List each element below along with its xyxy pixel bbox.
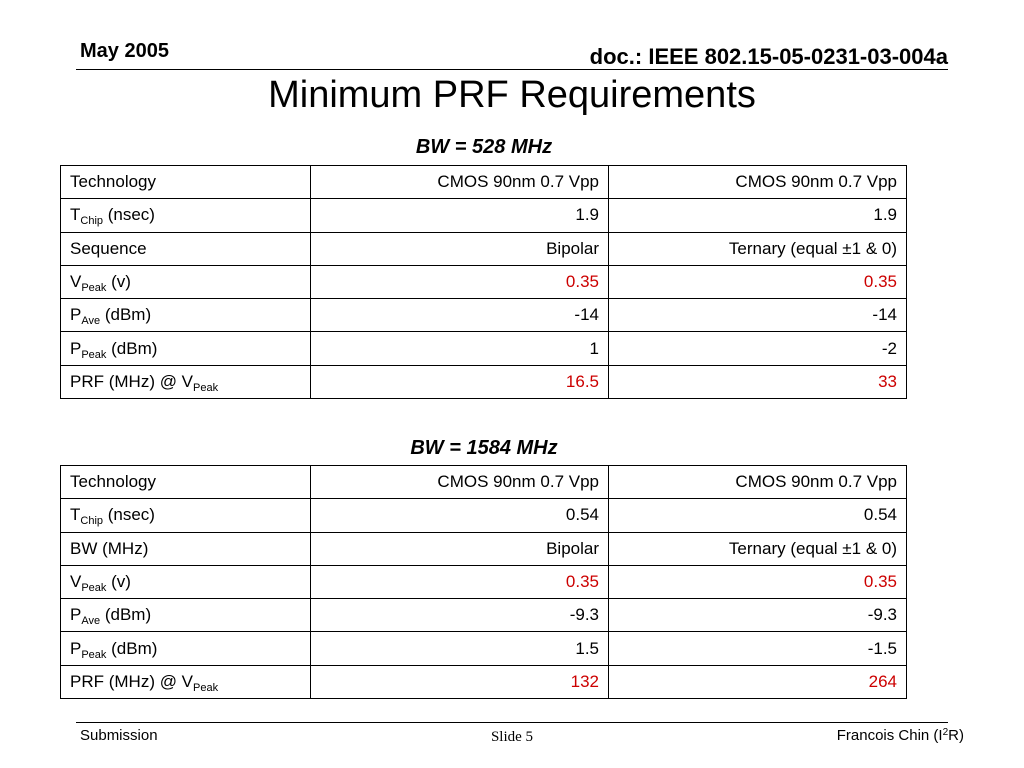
cell-ternary: CMOS 90nm 0.7 Vpp xyxy=(609,166,907,199)
table-row xyxy=(61,199,907,232)
cell-bipolar: 0.54 xyxy=(311,499,609,532)
footer-author-main: Francois Chin (I xyxy=(836,727,943,744)
table-row xyxy=(61,665,907,698)
row-label-subscript: Peak xyxy=(193,681,219,694)
row-label xyxy=(61,299,311,332)
table-row xyxy=(61,299,907,332)
table-row xyxy=(61,565,907,598)
row-label xyxy=(61,466,311,499)
table-bw-1584 xyxy=(60,465,907,699)
footer-author xyxy=(837,727,964,744)
row-label-subscript: Chip xyxy=(80,215,104,228)
table-row xyxy=(61,265,907,298)
row-label-suffix: (dBm) xyxy=(100,605,152,625)
cell-bipolar: -9.3 xyxy=(311,599,609,632)
table-caption-1584: BW = 1584 MHz xyxy=(410,437,558,459)
cell-bipolar: 1 xyxy=(311,332,609,365)
cell-ternary: 0.35 xyxy=(609,565,907,598)
cell-ternary: CMOS 90nm 0.7 Vpp xyxy=(609,466,907,499)
cell-bipolar: 1.5 xyxy=(311,632,609,665)
cell-bipolar: 0.35 xyxy=(311,565,609,598)
cell-ternary: Ternary (equal ±1 & 0) xyxy=(609,532,907,565)
cell-bipolar: Bipolar xyxy=(311,532,609,565)
row-label-subscript: Ave xyxy=(81,615,101,628)
cell-bipolar: Bipolar xyxy=(311,232,609,265)
row-label-suffix: (nsec) xyxy=(103,505,155,525)
row-label-main: Technology xyxy=(70,472,157,492)
row-label-subscript: Peak xyxy=(81,648,107,661)
row-label-main: P xyxy=(70,305,82,325)
row-label-main: P xyxy=(70,605,82,625)
cell-ternary: -1.5 xyxy=(609,632,907,665)
row-label xyxy=(61,332,311,365)
table-row xyxy=(61,365,907,398)
row-label xyxy=(61,665,311,698)
cell-ternary: -14 xyxy=(609,299,907,332)
table-caption-528: BW = 528 MHz xyxy=(415,136,553,158)
cell-ternary: 33 xyxy=(609,365,907,398)
row-label-main: PRF (MHz) @ V xyxy=(70,671,194,691)
row-label-suffix: (dBm) xyxy=(106,638,158,658)
cell-bipolar: 0.35 xyxy=(311,265,609,298)
footer-submission: Submission xyxy=(80,727,158,744)
row-label xyxy=(61,365,311,398)
row-label-main: PRF (MHz) @ V xyxy=(70,371,194,391)
row-label-subscript: Peak xyxy=(81,348,107,361)
row-label xyxy=(61,632,311,665)
table-row xyxy=(61,532,907,565)
row-label-main: P xyxy=(70,638,82,658)
cell-bipolar: 1.9 xyxy=(311,199,609,232)
table-row xyxy=(61,466,907,499)
footer-author-end: R) xyxy=(948,727,964,744)
cell-ternary: 264 xyxy=(609,665,907,698)
table-row xyxy=(61,599,907,632)
row-label-subscript: Peak xyxy=(81,582,107,595)
row-label-main: T xyxy=(70,205,81,225)
cell-ternary: -2 xyxy=(609,332,907,365)
header-divider xyxy=(76,69,948,70)
row-label-main: Technology xyxy=(70,172,157,192)
row-label-main: BW (MHz) xyxy=(70,538,149,558)
table-row xyxy=(61,166,907,199)
row-label-suffix: (nsec) xyxy=(103,205,155,225)
cell-ternary: 0.35 xyxy=(609,265,907,298)
row-label xyxy=(61,265,311,298)
header-doc-id: doc.: IEEE 802.15-05-0231-03-004a xyxy=(589,44,948,69)
header-date: May 2005 xyxy=(80,40,169,62)
row-label xyxy=(61,599,311,632)
cell-ternary: 1.9 xyxy=(609,199,907,232)
cell-bipolar: 16.5 xyxy=(311,365,609,398)
row-label xyxy=(61,532,311,565)
row-label xyxy=(61,199,311,232)
row-label-subscript: Peak xyxy=(193,381,219,394)
cell-bipolar: 132 xyxy=(311,665,609,698)
row-label xyxy=(61,166,311,199)
cell-bipolar: -14 xyxy=(311,299,609,332)
row-label-main: V xyxy=(70,572,82,592)
table-body xyxy=(61,166,907,399)
row-label-main: T xyxy=(70,505,81,525)
table-bw-528 xyxy=(60,165,907,399)
table-row xyxy=(61,232,907,265)
row-label-subscript: Peak xyxy=(81,282,107,295)
cell-bipolar: CMOS 90nm 0.7 Vpp xyxy=(311,166,609,199)
footer-divider xyxy=(76,722,948,723)
row-label-suffix: (v) xyxy=(106,272,131,292)
cell-ternary: -9.3 xyxy=(609,599,907,632)
row-label-subscript: Chip xyxy=(80,515,104,528)
row-label-suffix: (dBm) xyxy=(106,338,158,358)
row-label xyxy=(61,232,311,265)
slide-title: Minimum PRF Requirements xyxy=(268,74,756,116)
row-label-main: V xyxy=(70,272,82,292)
row-label-suffix: (v) xyxy=(106,572,131,592)
row-label-suffix: (dBm) xyxy=(100,305,152,325)
row-label-main: Sequence xyxy=(70,238,147,258)
footer-author-sup: 2 xyxy=(942,727,949,738)
cell-ternary: 0.54 xyxy=(609,499,907,532)
table-body xyxy=(61,466,907,699)
table-row xyxy=(61,332,907,365)
row-label xyxy=(61,565,311,598)
row-label-main: P xyxy=(70,338,82,358)
row-label xyxy=(61,499,311,532)
table-row xyxy=(61,632,907,665)
table-row xyxy=(61,499,907,532)
row-label-subscript: Ave xyxy=(81,315,101,328)
cell-bipolar: CMOS 90nm 0.7 Vpp xyxy=(311,466,609,499)
footer-slide-number: Slide 5 xyxy=(490,729,534,745)
cell-ternary: Ternary (equal ±1 & 0) xyxy=(609,232,907,265)
